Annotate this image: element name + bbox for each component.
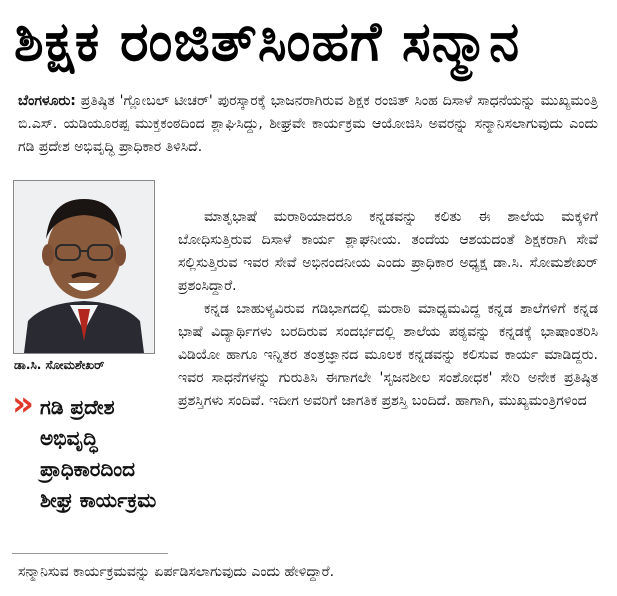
lead-paragraph: [18, 90, 598, 159]
lead-text: ಪ್ರತಿಷ್ಠಿತ 'ಗ್ಲೋಬಲ್ ಟೀಚರ್' ಪುರಸ್ಕಾರಕ್ಕೆ ಭಾಜನರಾಗಿರುವ ಶಿಕ್ಷಕ ರಂಜಿತ್ ಸಿಂಹ ದಿಸಾಳೆ ಸಾಧನೆಯನ್ನು ಮುಖ್ಯಮಂತ್ರಿ ಬಿ.ಎಸ್. ಯಡಿಯೂರಪ್ಪ ಮುಕ್ತಕಂಠದಿಂದ ಶ್ಲಾಘಿಸಿದ್ದು, ಶೀಘ್ರವೇ ಕಾರ್ಯಕ್ರಮ ಆಯೋಜಿಸಿ ಅವರನ್ನು ಸನ್ಮಾನಿಸಲಾಗುವುದು ಎಂದು ಗಡಿ ಪ್ರದೇಶ ಅಭಿವೃದ್ಧಿ ಪ್ರಾಧಿಕಾರ ತಿಳಿಸಿದೆ.: [18, 93, 598, 155]
quote-marker-icon: »: [12, 384, 34, 424]
body-paragraph: ಮಾತೃಭಾಷೆ ಮರಾಠಿಯಾದರೂ ಕನ್ನಡವನ್ನು ಕಲಿತು ಈ ಶಾಲೆಯ ಮಕ್ಕಳಿಗೆ ಬೋಧಿಸುತ್ತಿರುವ ದಿಸಾಳೆ ಕಾರ್ಯ ಶ್ಲಾಘನೀಯ. ತಂದೆಯ ಆಶಯದಂತೆ ಶಿಕ್ಷಕರಾಗಿ ಸೇವೆ ಸಲ್ಲಿಸುತ್ತಿರುವ ಇವರ ಸೇವೆ ಅಭಿನಂದನೀಯ ಎಂದು ಪ್ರಾಧಿಕಾರ ಅಧ್ಯಕ್ಷ ಡಾ.ಸಿ. ಸೋಮಶೇಖರ್ ಪ್ರಶಂಸಿದ್ದಾರೆ.: [178, 209, 598, 294]
body-paragraph: ಕನ್ನಡ ಬಾಹುಳ್ಯವಿರುವ ಗಡಿಭಾಗದಲ್ಲಿ ಮರಾಠಿ ಮಾಧ್ಯಮವಿದ್ದ ಕನ್ನಡ ಶಾಲೆಗಳಿಗೆ ಕನ್ನಡ ಭಾಷೆ ವಿದ್ಯಾರ್ಥಿಗಳು ಬರದಿರುವ ಸಂದರ್ಭದಲ್ಲಿ ಶಾಲೆಯ ಪಠ್ಯವನ್ನು ಕನ್ನಡಕ್ಕೆ ಭಾಷಾಂತರಿಸಿ ವಿಡಿಯೋ ಹಾಗೂ ಇನ್ನಿತರ ತಂತ್ರಜ್ಞಾನದ ಮೂಲಕ ಕನ್ನಡವನ್ನು ಕಲಿಸುವ ಕಾರ್ಯ ಮಾಡಿದ್ದರು. ಇವರ ಸಾಧನೆಗಳನ್ನು ಗುರುತಿಸಿ ಈಗಾಗಲೇ 'ಸೃಜನಶೀಲ ಸಂಶೋಧಕ' ಸೇರಿ ಅನೇಕ ಪ್ರತಿಷ್ಠಿತ ಪ್ರಶಸ್ತಿಗಳು ಸಂದಿವೆ. ಇದೀಗ ಅವರಿಗೆ ಜಾಗತಿಕ ಪ್ರಶಸ್ತಿ ಬಂದಿದೆ. ಹಾಗಾಗಿ, ಮುಖ್ಯಮಂತ್ರಿಗಳಿಂದ: [178, 301, 598, 409]
pull-quote-divider: [12, 553, 168, 554]
headline: ಶಿಕ್ಷಕ ರಂಜಿತ್‌ಸಿಂಹಗೆ ಸನ್ಮಾನ: [14, 10, 521, 73]
closing-line: ಸನ್ಮಾನಿಸುವ ಕಾರ್ಯಕ್ರಮವನ್ನು ಏರ್ಪಡಿಸಲಾಗುವುದು ಎಂದು ಹೇಳಿದ್ದಾರೆ.: [18, 564, 335, 580]
photo-caption: ಡಾ.ಸಿ. ಸೋಮಶೇಖರ್: [14, 358, 105, 372]
pull-quote: [12, 384, 168, 553]
article-body: [178, 206, 598, 413]
portrait-photo: [13, 180, 155, 354]
dateline: ಬೆಂಗಳೂರು:: [18, 93, 76, 109]
pull-quote-text: ಗಡಿ ಪ್ರದೇಶ ಅಭಿವೃದ್ಧಿ ಪ್ರಾಧಿಕಾರದಿಂದ ಶೀಘ್ರ ಕಾರ್ಯಕ್ರಮ: [40, 395, 157, 512]
portrait-illustration: [14, 181, 154, 353]
